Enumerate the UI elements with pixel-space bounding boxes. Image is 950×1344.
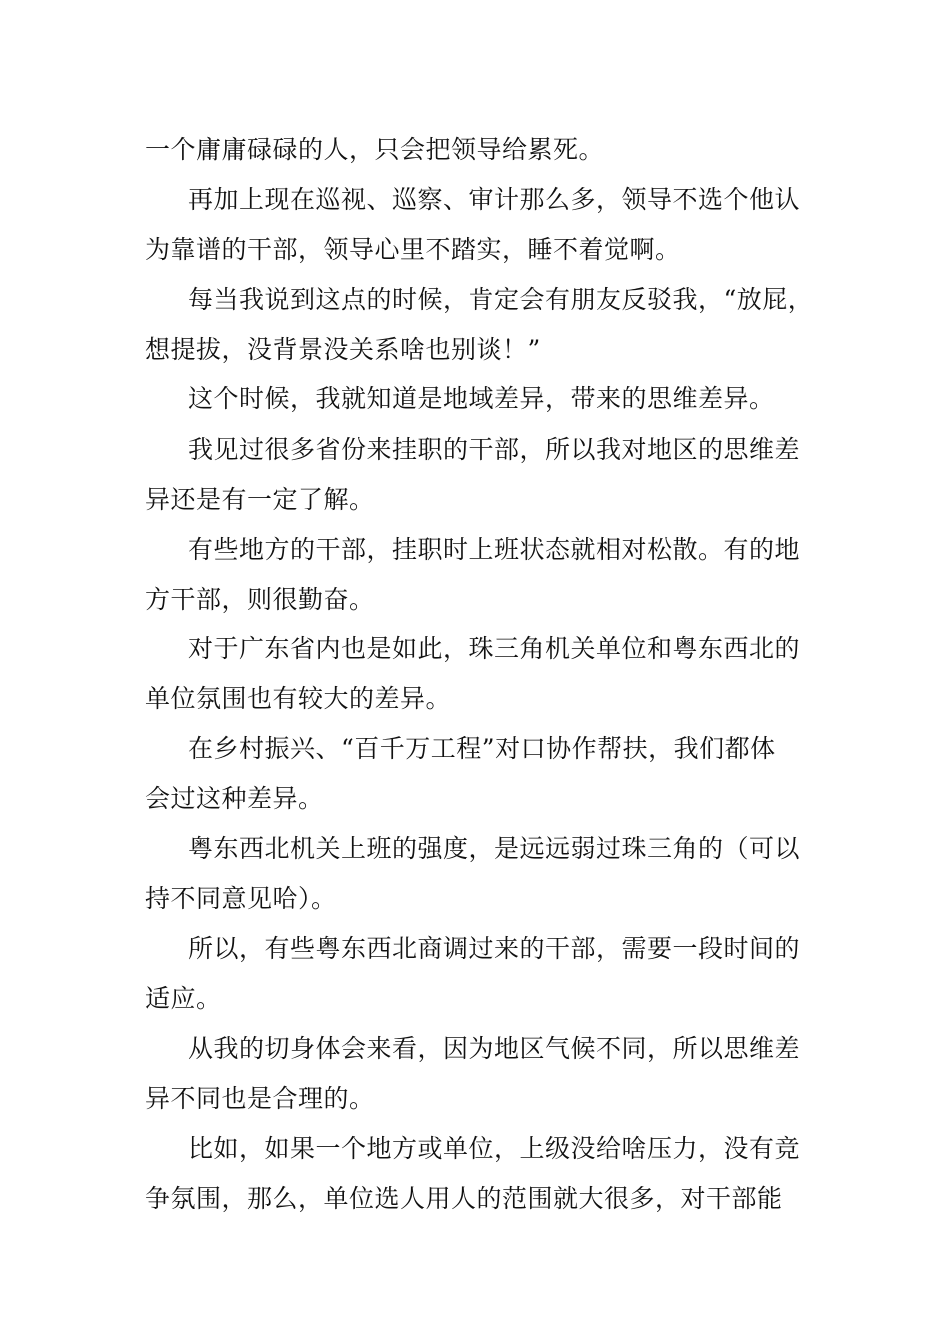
paragraph-line: 这个时候，我就知道是地域差异，带来的思维差异。	[188, 384, 775, 413]
text-line: 异还是有一定了解。	[145, 485, 375, 514]
paragraph-line: 有些地方的干部，挂职时上班状态就相对松散。有的地	[188, 535, 801, 564]
text-line: 为靠谱的干部，领导心里不踏实，睡不着觉啊。	[145, 235, 681, 264]
paragraph-line: 所以，有些粤东西北商调过来的干部，需要一段时间的	[188, 934, 801, 963]
text-line: 持不同意见哈）。	[145, 884, 337, 913]
text-line: 会过这种差异。	[145, 784, 324, 813]
paragraph-line: 对于广东省内也是如此，珠三角机关单位和粤东西北的	[188, 634, 801, 663]
text-line: 单位氛围也有较大的差异。	[145, 684, 452, 713]
text-line: 一个庸庸碌碌的人，只会把领导给累死。	[145, 135, 605, 164]
paragraph-line: 粤东西北机关上班的强度，是远远弱过珠三角的（可以	[188, 834, 801, 863]
text-line: 想提拔，没背景没关系啥也别谈！”	[145, 335, 541, 364]
text-line: 方干部，则很勤奋。	[145, 585, 375, 614]
text-line: 异不同也是合理的。	[145, 1084, 375, 1113]
text-line: 争氛围，那么，单位选人用人的范围就大很多，对干部能	[145, 1184, 783, 1213]
paragraph-line: 比如，如果一个地方或单位，上级没给啥压力，没有竞	[188, 1134, 801, 1163]
paragraph-line: 每当我说到这点的时候，肯定会有朋友反驳我，“放屁，	[188, 285, 814, 314]
paragraph-line: 从我的切身体会来看，因为地区气候不同，所以思维差	[188, 1034, 801, 1063]
paragraph-line: 我见过很多省份来挂职的干部，所以我对地区的思维差	[188, 435, 801, 464]
paragraph-line: 在乡村振兴、“百千万工程”对口协作帮扶，我们都体	[188, 734, 776, 763]
text-line: 适应。	[145, 984, 222, 1013]
paragraph-line: 再加上现在巡视、巡察、审计那么多，领导不选个他认	[188, 185, 801, 214]
